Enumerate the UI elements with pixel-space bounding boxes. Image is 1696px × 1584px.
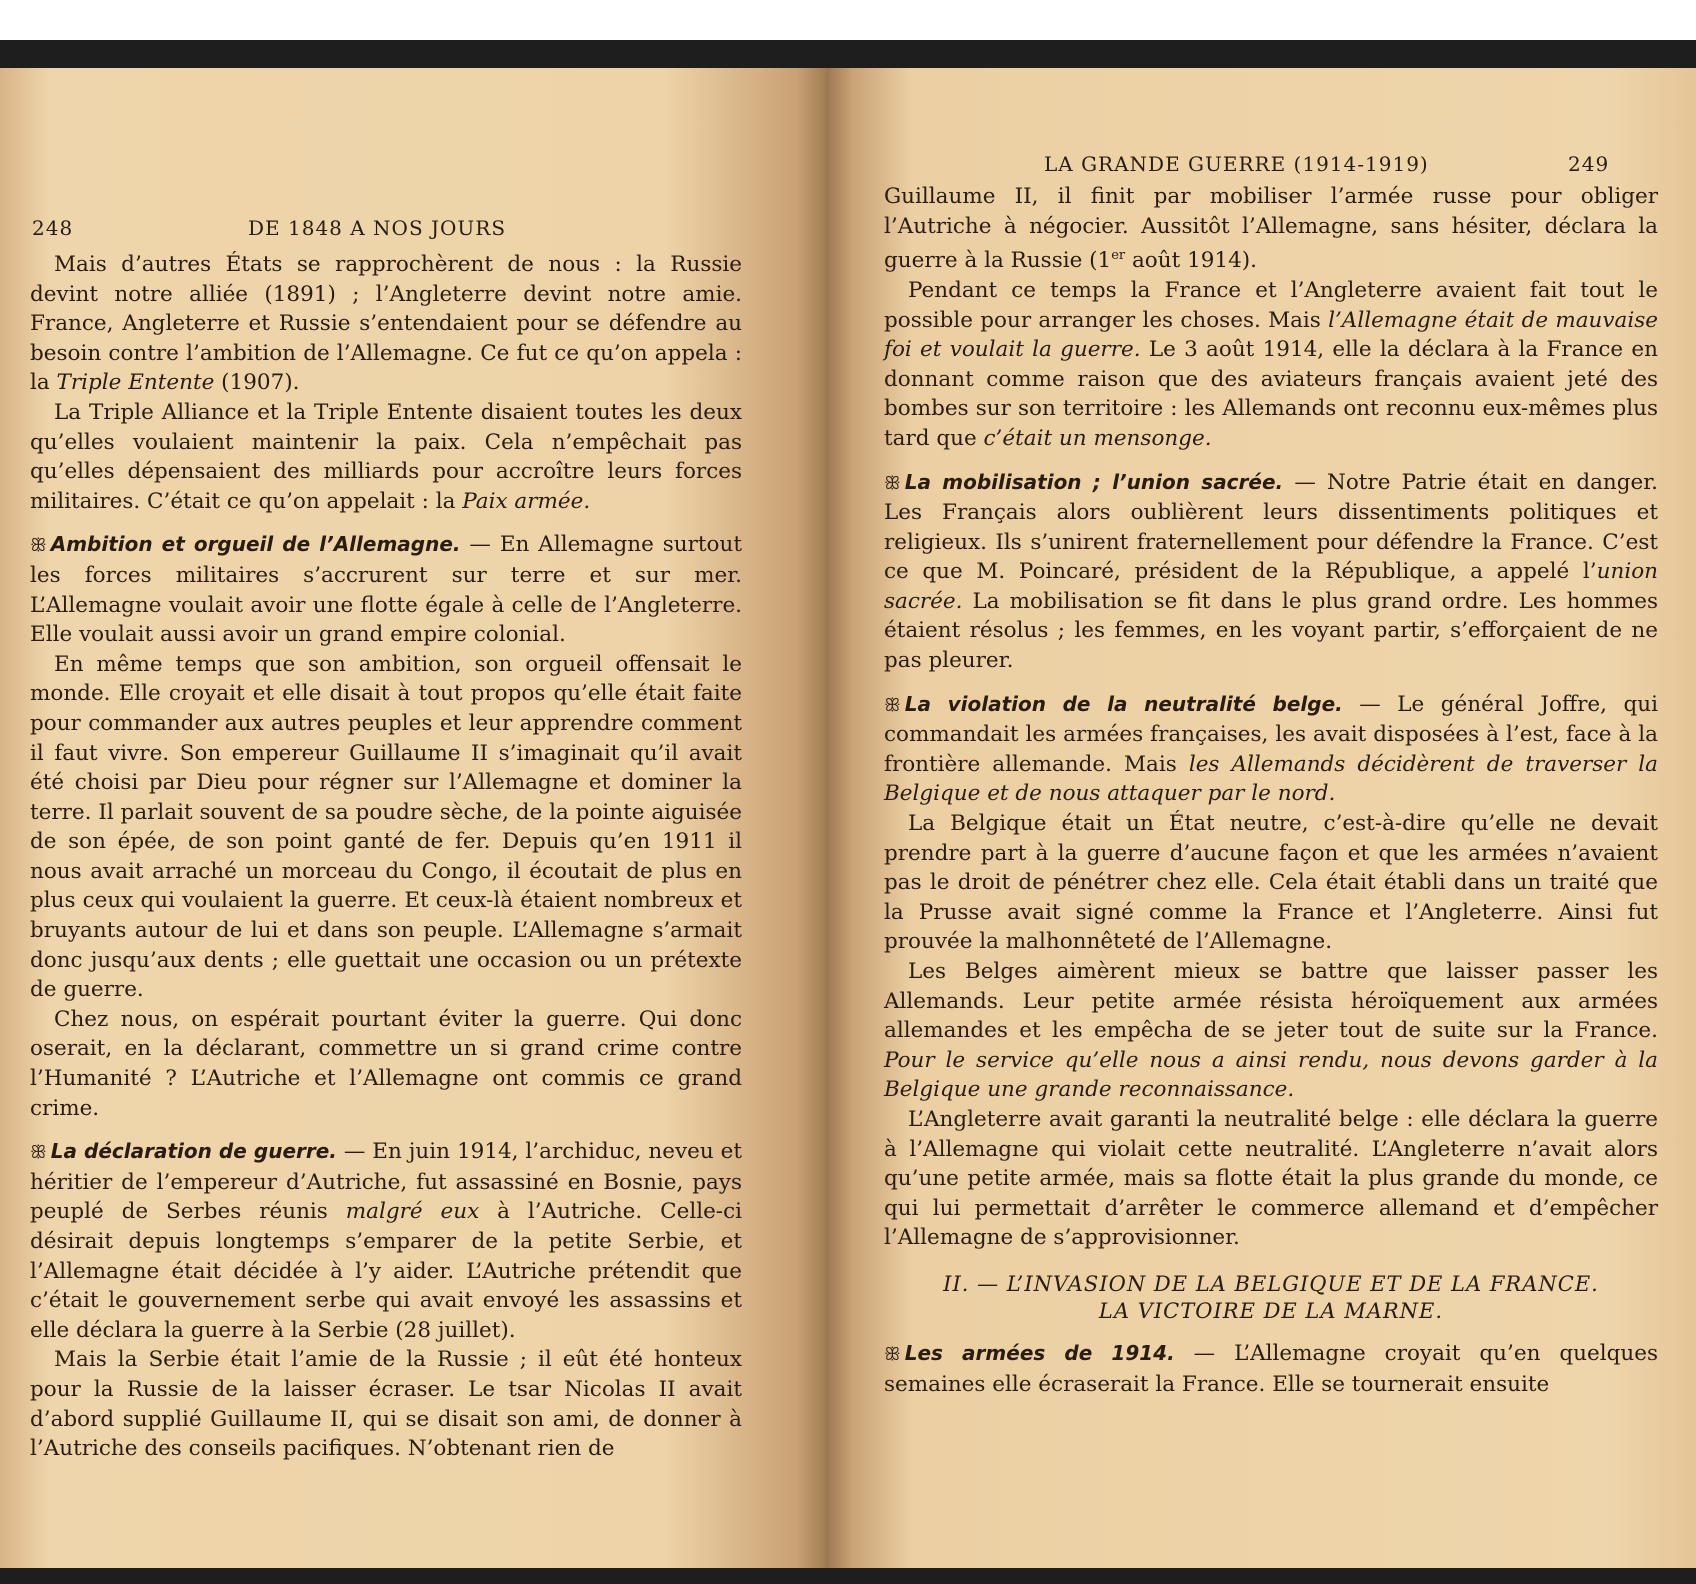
section-paragraph: ꕥ Les armées de 1914. — L’Allemagne croyait qu’en quelques semaines elle écraserait la France. Elle se tournerait ensuite: [884, 1340, 1658, 1397]
paragraph: La Triple Alliance et la Triple Entente disaient toutes les deux qu’elles voulaient maintenir la paix. Cela n’empêchait pas qu’elles dépensaient des milliards pour accroître leurs forces militaires. C’était ce qu’on appelait : la Paix armée.: [30, 399, 742, 514]
ornament-icon: ꕥ: [884, 694, 899, 716]
section-paragraph: ꕥ La mobilisation ; l’union sacrée. — Notre Patrie était en danger. Les Français alors oublièrent leurs dissentiments politiques et religieux. Ils s’unirent fraternellement pour défendre la France. C’est ce que M. Poincaré, président de la République, a appelé l’union sacrée. La mobilisation se fit dans le plus grand ordre. Les hommes étaient résolus ; les femmes, en les voyant partir, s’efforçaient de ne pas pleurer.: [884, 469, 1658, 674]
running-head: DE 1848 A NOS JOURS: [248, 216, 507, 240]
page-number: 249: [1568, 152, 1610, 176]
right-text-block: [884, 182, 1658, 1399]
section-title: La déclaration de guerre.: [50, 1139, 337, 1164]
section-title: La violation de la neutralité belge.: [904, 691, 1343, 716]
ornament-icon: ꕥ: [30, 1142, 45, 1164]
paragraph: Mais d’autres États se rapprochèrent de nous : la Russie devint notre alliée (1891) ; l’Angleterre devint notre amie. France, Angleterre et Russie s’entendaient pour se défendre au besoin contre l’ambition de l’Allemagne. Ce fut ce qu’on appela : la Triple Entente (1907).: [30, 252, 742, 396]
paragraph: Guillaume II, il finit par mobiliser l’armée russe pour obliger l’Autriche à négocier. Aussitôt l’Allemagne, sans hésiter, déclara la guerre à la Russie (1er août 1914).: [884, 184, 1658, 274]
section-title: Les armées de 1914.: [904, 1340, 1175, 1365]
paragraph: L’Angleterre avait garanti la neutralité belge : elle déclara la guerre à l’Allemagne qui violait cette neutralité. L’Angleterre n’avait alors qu’une petite armée, mais sa flotte était la plus grande du monde, ce qui lui permettait d’arrêter le commerce allemand et d’empêcher l’Allemagne de s’approvisionner.: [884, 1106, 1658, 1251]
paragraph: Mais la Serbie était l’amie de la Russie ; il eût été honteux pour la Russie de la laisser écraser. Le tsar Nicolas II avait d’abord supplié Guillaume II, qui se disait son ami, de donner à l’Autriche des conseils pacifiques. N’obtenant rien de: [30, 1347, 742, 1462]
right-page: [826, 68, 1696, 1568]
page-number: 248: [32, 216, 74, 240]
section-paragraph: ꕥ La déclaration de guerre. — En juin 1914, l’archiduc, neveu et héritier de l’empereur d’Autriche, fut assassiné en Bosnie, pays peuplé de Serbes réunis malgré eux à l’Autriche. Celle-ci désirait depuis longtemps s’emparer de la petite Serbie, et l’Allemagne était décidée à l’y aider. L’Autriche prétendit que c’était le gouvernement serbe qui avait envoyé les assassins et elle déclara la guerre à la Serbie (28 juillet).: [30, 1139, 743, 1343]
ornament-icon: ꕥ: [884, 1343, 899, 1365]
section-paragraph: ꕥ La violation de la neutralité belge. — Le général Joffre, qui commandait les armées françaises, les avait disposées à l’est, face à la frontière allemande. Mais les Allemands décidèrent de traverser la Belgique et de nous attaquer par le nord.: [884, 691, 1658, 807]
ornament-icon: ꕥ: [30, 535, 45, 557]
chapter-heading: II. — L’INVASION DE LA BELGIQUE ET DE LA FRANCE. LA VICTOIRE DE LA MARNE.: [943, 1271, 1599, 1323]
left-page: [0, 68, 830, 1568]
section-title: La mobilisation ; l’union sacrée.: [904, 469, 1284, 494]
paragraph: Les Belges aimèrent mieux se battre que laisser passer les Allemands. Leur petite armée résista héroïquement aux armées allemandes et les empêcha de se jeter tout de suite sur la France. Pour le service qu’elle nous a ainsi rendu, nous devons garder à la Belgique une grande reconnaissance.: [884, 959, 1658, 1103]
section-paragraph: ꕥ Ambition et orgueil de l’Allemagne. — En Allemagne surtout les forces militaires s’accrurent sur terre et sur mer. L’Allemagne voulait avoir une flotte égale à celle de l’Angleterre. Elle voulait aussi avoir un grand empire colonial.: [30, 532, 742, 648]
running-head: LA GRANDE GUERRE (1914-1919): [1044, 152, 1429, 176]
open-book: [0, 40, 1696, 1584]
left-text-block: [30, 250, 742, 1464]
ornament-icon: ꕥ: [884, 472, 899, 494]
paragraph: En même temps que son ambition, son orgueil offensait le monde. Elle croyait et elle disait à tout propos qu’elle était faite pour commander aux autres peuples et leur apprendre comment il faut vivre. Son empereur Guillaume II s’imaginait qu’il avait été choisi par Dieu pour régner sur l’Allemagne et dominer la terre. Il parlait souvent de sa poudre sèche, de la pointe aiguisée de son épée, de son point ganté de fer. Depuis qu’en 1911 il nous avait arraché un morceau du Congo, il écoutait de plus en plus ceux qui voulaient la guerre. Et ceux-là étaient nombreux et bruyants autour de lui et dans son peuple. L’Allemagne s’armait donc jusqu’aux dents ; elle guettait une occasion ou un prétexte de guerre.: [30, 651, 742, 1003]
paragraph: Pendant ce temps la France et l’Angleterre avaient fait tout le possible pour arranger les choses. Mais l’Allemagne était de mauvaise foi et voulait la guerre. Le 3 août 1914, elle la déclara à la France en donnant comme raison que des aviateurs français avaient jeté des bombes sur son territoire : les Allemands ont reconnu eux-mêmes plus tard que c’était un mensonge.: [884, 277, 1658, 451]
paragraph: Chez nous, on espérait pourtant éviter la guerre. Qui donc oserait, en la déclarant, commettre un si grand crime contre l’Humanité ? L’Autriche et l’Allemagne ont commis ce grand crime.: [30, 1006, 742, 1121]
paragraph: La Belgique était un État neutre, c’est-à-dire qu’elle ne devait prendre part à la guerre d’aucune façon et que les armées n’avaient pas le droit de pénétrer chez elle. Cela était établi dans un traité que la Prusse avait signé comme la France et l’Angleterre. Ainsi fut prouvée la malhonnêteté de l’Allemagne.: [884, 811, 1658, 955]
section-title: Ambition et orgueil de l’Allemagne.: [50, 532, 461, 557]
